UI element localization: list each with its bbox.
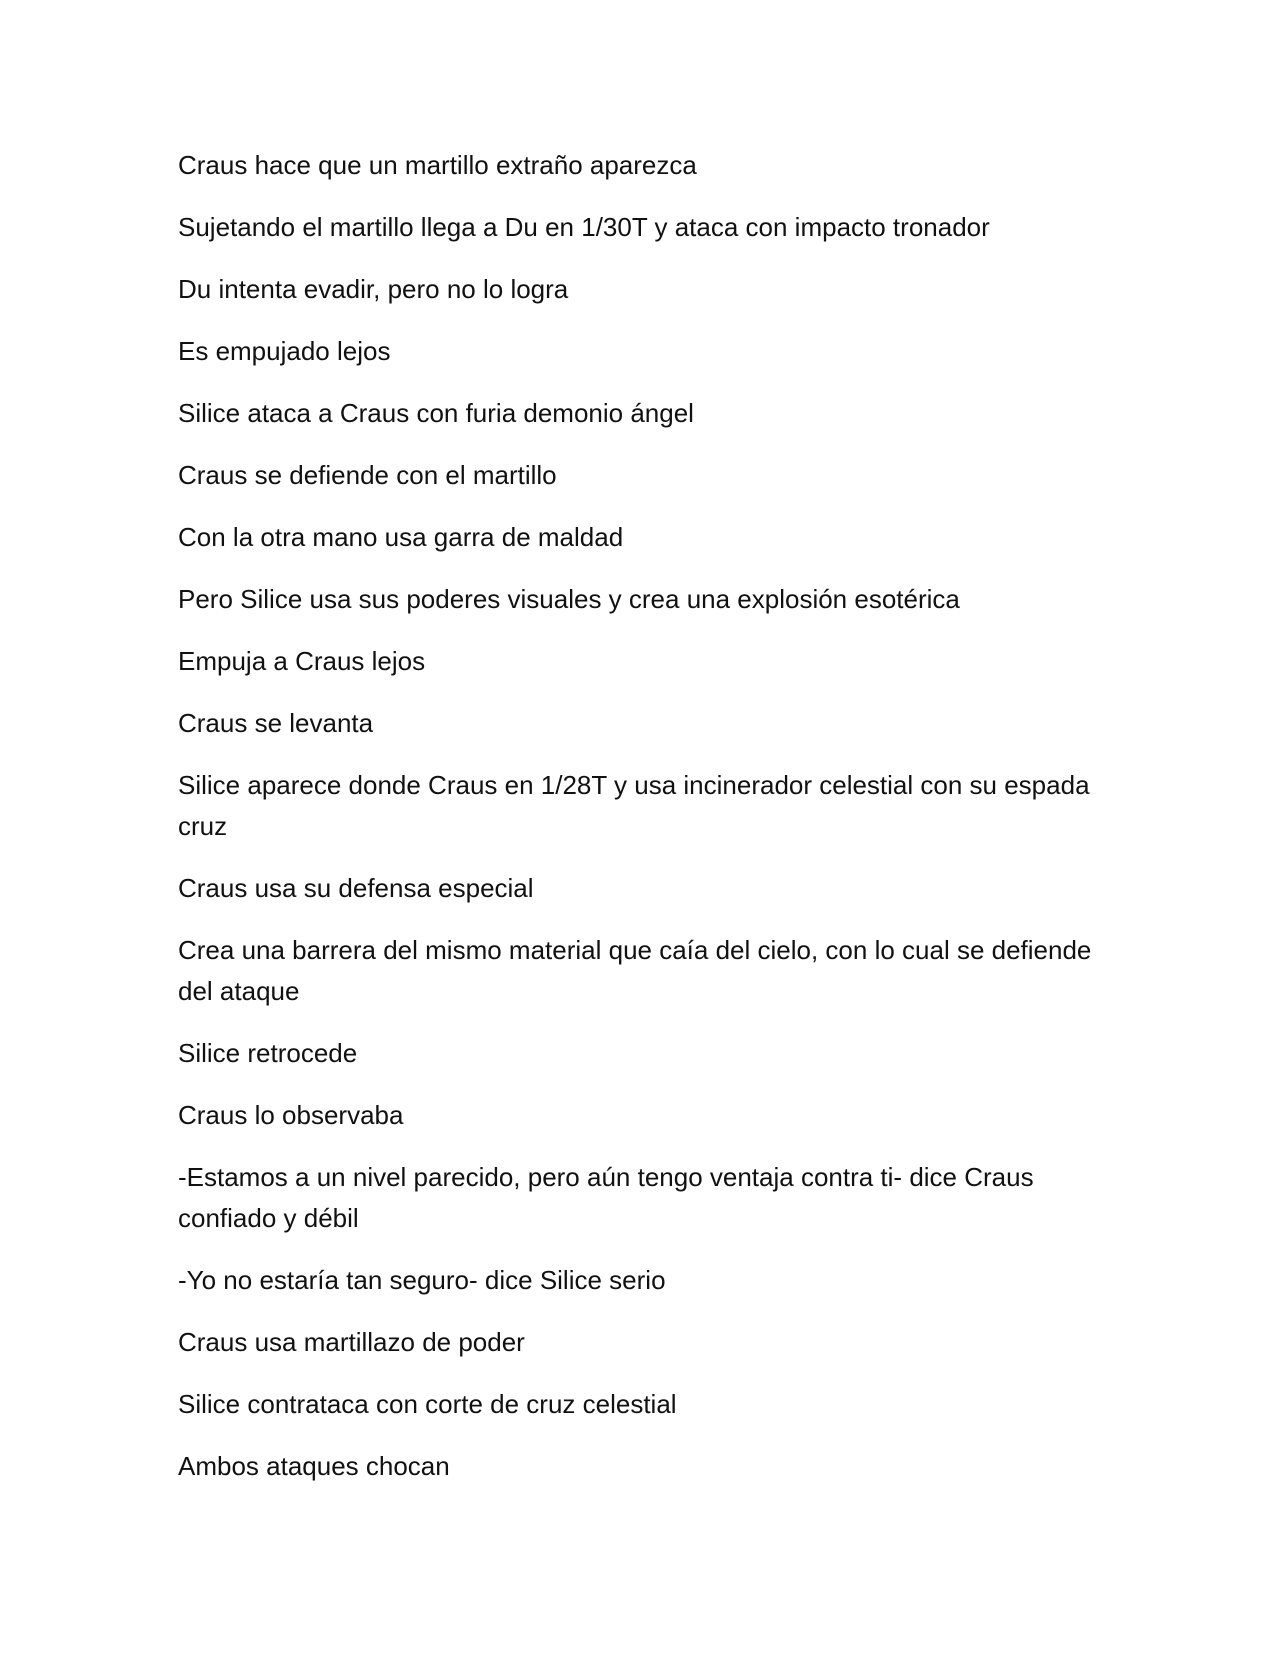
document-body [178,145,1118,1508]
paragraph: Craus hace que un martillo extraño aparezca [178,150,697,180]
paragraph: Pero Silice usa sus poderes visuales y crea una explosión esotérica [178,584,960,614]
paragraph: Du intenta evadir, pero no lo logra [178,274,569,304]
paragraph: Sujetando el martillo llega a Du en 1/30T y ataca con impacto tronador [178,212,990,242]
paragraph: Silice aparece donde Craus en 1/28T y usa incinerador celestial con su espada cruz [178,770,1090,841]
paragraph: Silice ataca a Craus con furia demonio ángel [178,398,694,428]
paragraph: Craus usa su defensa especial [178,873,534,903]
paragraph: Craus se defiende con el martillo [178,460,557,490]
paragraph: Crea una barrera del mismo material que caía del cielo, con lo cual se defiende del ataque [178,935,1092,1006]
paragraph: Con la otra mano usa garra de maldad [178,522,624,552]
paragraph: Empuja a Craus lejos [178,646,426,676]
paragraph: Craus se levanta [178,708,374,738]
paragraph: Ambos ataques chocan [178,1451,450,1481]
paragraph: Craus usa martillazo de poder [178,1327,525,1357]
paragraph: -Yo no estaría tan seguro- dice Silice serio [178,1265,666,1295]
paragraph: Silice retrocede [178,1038,358,1068]
paragraph: -Estamos a un nivel parecido, pero aún tengo ventaja contra ti- dice Craus confiado y débil [178,1162,1034,1233]
paragraph: Silice contrataca con corte de cruz celestial [178,1389,677,1419]
paragraph: Es empujado lejos [178,336,391,366]
paragraph: Craus lo observaba [178,1100,404,1130]
